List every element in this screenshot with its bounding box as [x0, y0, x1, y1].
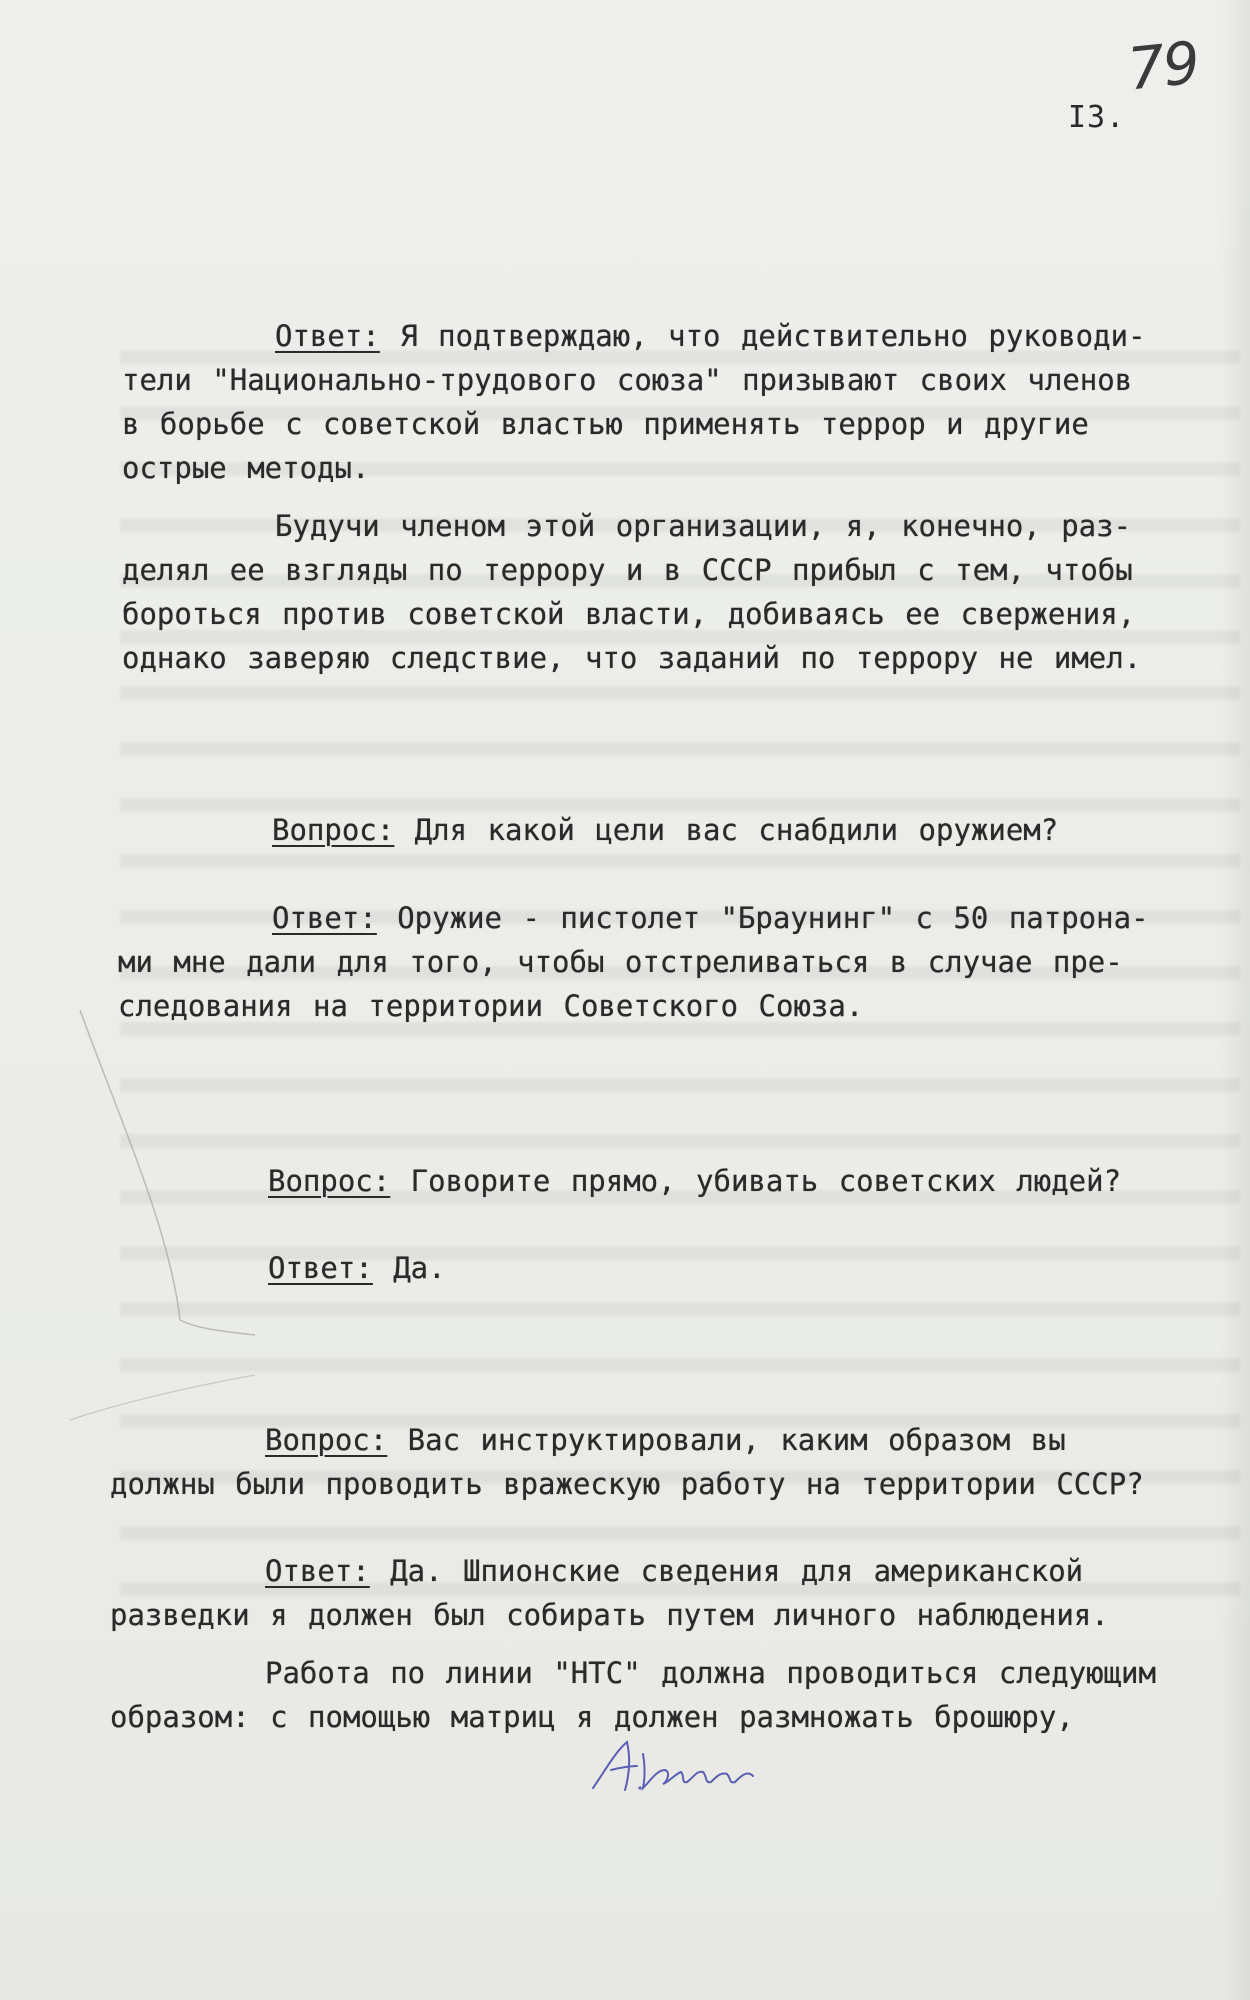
- text-line: в борьбе с советской властью применять террор и другие: [122, 407, 1089, 441]
- page-edge-shadow: [1220, 0, 1250, 2000]
- text-line: Будучи членом этой организации, я, конечно, раз-: [275, 509, 1132, 543]
- answer-label: Ответ:: [265, 1554, 370, 1588]
- archive-folio-number: 79: [1124, 28, 1202, 104]
- text-line: должны были проводить вражескую работу на территории СССР?: [110, 1467, 1144, 1501]
- answer-label: Ответ:: [275, 319, 380, 353]
- answer-label: Ответ:: [268, 1251, 373, 1285]
- text-line: Работа по линии "НТС" должна проводиться следующим: [265, 1656, 1156, 1690]
- text-line: Вопрос: Вас инструктировали, каким образом вы: [265, 1423, 1066, 1457]
- text-line: ми мне дали для того, чтобы отстреливаться в случае пре-: [118, 945, 1123, 979]
- text-line: образом: с помощью матриц я должен размножать брошюру,: [110, 1700, 1074, 1734]
- text-line: Ответ: Да.: [268, 1251, 446, 1285]
- text-line: делял ее взгляды по террору и в СССР прибыл с тем, чтобы: [122, 553, 1133, 587]
- text-line: Вопрос: Говорите прямо, убивать советских людей?: [268, 1164, 1122, 1198]
- question-label: Вопрос:: [268, 1164, 391, 1198]
- text-line: однако заверяю следствие, что заданий по террору не имел.: [122, 641, 1142, 675]
- question-label: Вопрос:: [272, 813, 395, 847]
- answer-label: Ответ:: [272, 901, 377, 935]
- paper-crease: [60, 1000, 260, 1440]
- text-line: следования на территории Советского Союза.: [118, 989, 864, 1023]
- text-line: Ответ: Я подтверждаю, что действительно руководи-: [275, 319, 1146, 353]
- text-line: Ответ: Оружие - пистолет "Браунинг" с 50 патрона-: [272, 901, 1149, 935]
- text-line: острые методы.: [122, 451, 370, 485]
- page-number: I3.: [1068, 100, 1126, 135]
- question-label: Вопрос:: [265, 1423, 388, 1457]
- handwritten-signature: [585, 1730, 775, 1800]
- text-line: тели "Национально-трудового союза" призывают своих членов: [122, 363, 1133, 397]
- text-line: Ответ: Да. Шпионские сведения для американской: [265, 1554, 1084, 1588]
- text-line: Вопрос: Для какой цели вас снабдили оружием?: [272, 813, 1059, 847]
- text-line: бороться против советской власти, добиваясь ее свержения,: [122, 597, 1136, 631]
- text-line: разведки я должен был собирать путем личного наблюдения.: [110, 1598, 1109, 1632]
